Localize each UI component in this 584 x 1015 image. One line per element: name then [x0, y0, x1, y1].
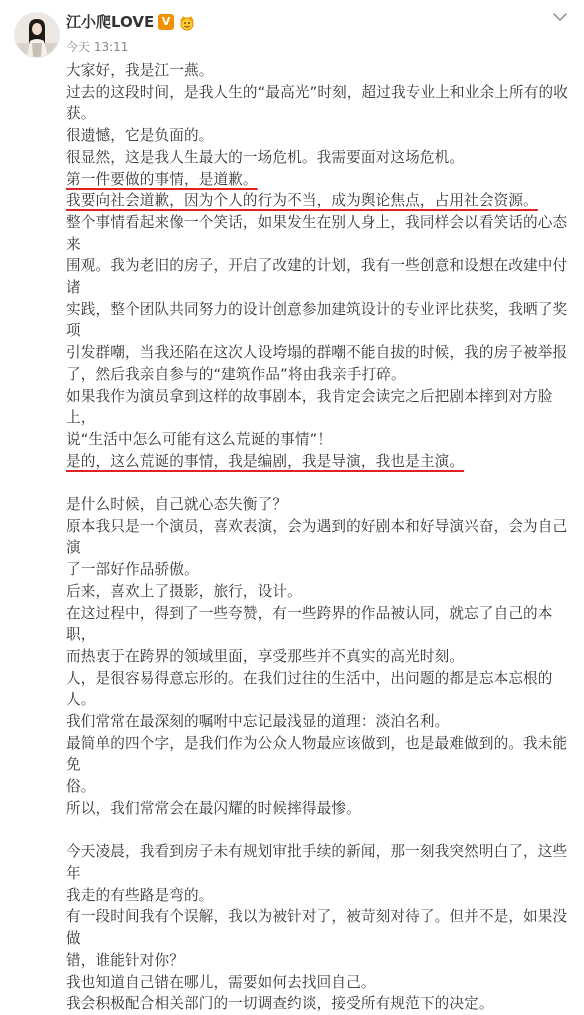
paragraph: 整个事情看起来像一个笑话，如果发生在别人身上，我同样会以看笑话的心态来 围观。我为老旧的房子，开启了改建的计划，我有一些创意和设想在改建中付诸 实践，整个团队共同努力的设计创意参加建筑设计的专业评比获奖，我晒了奖项 引发群嘲，当我还陷在这次人设垮塌的群嘲不能自拔的时候，我的房子被举报 了，然后我亲自参与的“建筑作品”将由我亲手打碎。: [66, 213, 568, 383]
paragraph: 最简单的四个字，是我们作为公众人物最应该做到，也是最难做到的。我未能免 俗。: [66, 734, 568, 796]
author-name[interactable]: 江小爬LOVE: [66, 13, 155, 31]
more-chevron-icon[interactable]: [553, 12, 567, 22]
avatar[interactable]: [14, 12, 60, 58]
paragraph: 原本我只是一个演员，喜欢表演，会为遇到的好剧本和好导演兴奋，会为自己演 了一部好作品骄傲。: [66, 517, 568, 579]
underlined-paragraph: 我要向社会道歉，因为个人的行为不当，成为舆论焦点，占用社会资源。: [66, 192, 538, 210]
paragraph: 很显然，这是我人生最大的一场危机。我需要面对这场危机。: [66, 148, 465, 166]
paragraph-spacer: [66, 472, 578, 494]
paragraph: 在这过程中，得到了一些夸赞，有一些跨界的作品被认同，就忘了自己的本职， 而热衷于在跨界的领域里面，享受那些并不真实的高光时刻。: [66, 604, 553, 665]
paragraph: 过去的这段时间，是我人生的“最高光”时刻，超过我专业上和业余上所有的收获。: [66, 83, 568, 123]
underlined-paragraph: 第一件要做的事情，是道歉。: [66, 170, 258, 188]
paragraph: 今天凌晨，我看到房子未有规划审批手续的新闻，那一刻我突然明白了，这些年 我走的有些路是弯的。: [66, 843, 568, 904]
paragraph: 人，是很容易得意忘形的。在我们过往的生活中，出问题的都是忘本忘根的人。: [66, 669, 553, 709]
post-body: [66, 60, 578, 1015]
paragraph: 我们常常在最深刻的嘱咐中忘记最浅显的道理：淡泊名利。: [66, 713, 450, 731]
fan-badge-icon: [178, 13, 196, 31]
paragraph: 很遗憾，它是负面的。: [66, 127, 214, 145]
paragraph: 我会积极配合相关部门的一切调查约谈，接受所有规范下的决定。: [66, 995, 494, 1013]
paragraph: 有一段时间我有个误解，我以为被针对了，被苛刻对待了。但并不是，如果没做 错，谁能针对你？: [66, 908, 568, 969]
paragraph: 所以，我们常常会在最闪耀的时候摔得最惨。: [66, 799, 361, 817]
paragraph: 是什么时候，自己就心态失衡了？: [66, 496, 288, 514]
post-time[interactable]: 今天 13:11: [66, 40, 129, 54]
verified-v-icon: V: [158, 14, 174, 30]
paragraph: 后来，喜欢上了摄影，旅行，设计。: [66, 582, 302, 600]
paragraph: 我也知道自己错在哪儿，需要如何去找回自己。: [66, 973, 376, 991]
paragraph-spacer: [66, 820, 578, 842]
underlined-paragraph: 是的，这么荒诞的事情，我是编剧，我是导演，我也是主演。: [66, 452, 465, 470]
avatar-photo: [15, 13, 59, 57]
paragraph: 大家好，我是江一燕。: [66, 62, 214, 79]
paragraph: 如果我作为演员拿到这样的故事剧本，我肯定会读完之后把剧本摔到对方脸上， 说“生活中怎么可能有这么荒诞的事情”！: [66, 387, 553, 448]
